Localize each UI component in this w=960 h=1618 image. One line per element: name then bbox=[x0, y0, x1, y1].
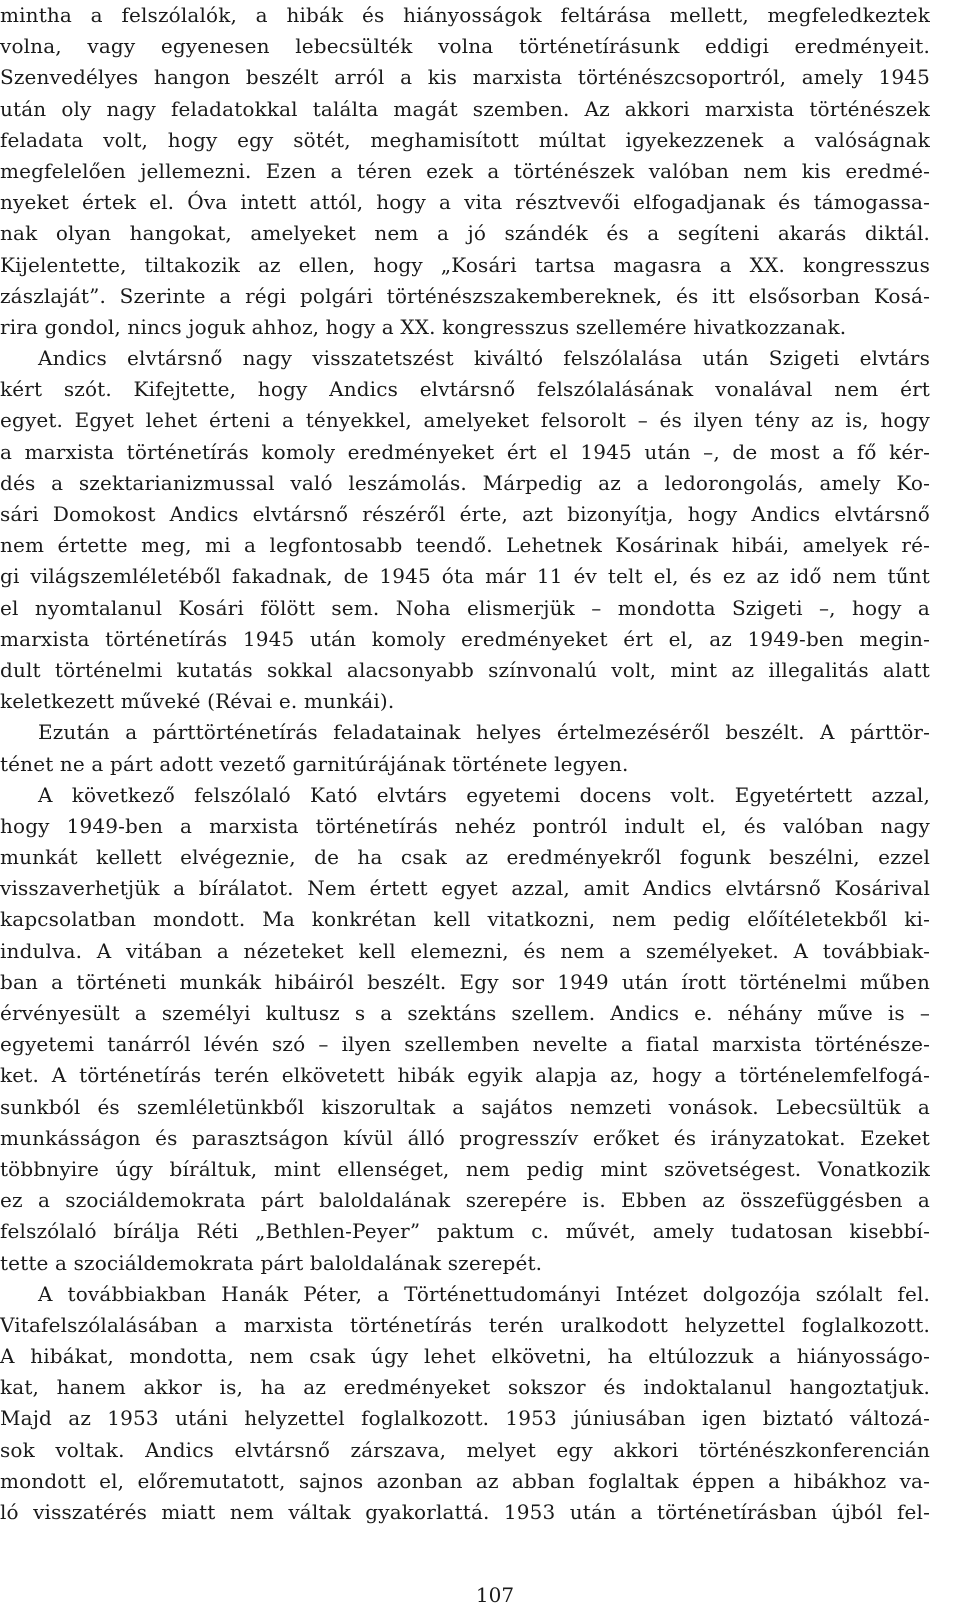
text-line: munkásságon és parasztságon kívül álló progresszív erőket és irányzatokat. Ezeket bbox=[0, 1125, 930, 1150]
text-line: tette a szociáldemokrata párt baloldalának szerepét. bbox=[0, 1250, 543, 1275]
text-line: rira gondol, nincs joguk ahhoz, hogy a XX. kongresszus szellemére hivatkozzanak. bbox=[0, 314, 847, 339]
text-line: nak olyan hangokat, amelyeket nem a jó szándék és a segíteni akarás diktál. bbox=[0, 221, 930, 246]
text-line: ló visszatérés miatt nem váltak gyakorlattá. 1953 után a történetírásban újból fel- bbox=[0, 1500, 930, 1524]
text-line: nem értette meg, mi a legfontosabb teendő. Lehetnek Kosárinak hibái, amelyek ré- bbox=[0, 533, 930, 558]
text-line: Szenvedélyes hangon beszélt arról a kis marxista történészcsoportról, amely 1945 bbox=[0, 65, 930, 90]
text-line: gi világszemléletéből fakadnak, de 1945 óta már 11 év telt el, és ez az idő nem tűnt bbox=[0, 564, 930, 589]
page-number: 107 bbox=[475, 1583, 515, 1607]
text-line: Vitafelszólalásában a marxista történetírás terén uralkodott helyzettel foglalkozott. bbox=[0, 1312, 930, 1337]
text-line: ez a szociáldemokrata párt baloldalának szerepére is. Ebben az összefüggésben a bbox=[0, 1188, 930, 1213]
text-line: A továbbiakban Hanák Péter, a Történettudományi Intézet dolgozója szólalt fel. bbox=[38, 1281, 930, 1306]
text-line: visszaverhetjük a bírálatot. Nem értett egyet azzal, amit Andics elvtársnő Kosárival bbox=[0, 876, 930, 901]
text-line: feladata volt, hogy egy sötét, meghamisított múltat igyekezzenek a valóságnak bbox=[0, 127, 930, 152]
text-line: A következő felszólaló Kató elvtárs egyetemi docens volt. Egyetértett azzal, bbox=[38, 782, 930, 807]
text-line: dult történelmi kutatás sokkal alacsonyabb színvonalú volt, mint az illegalitás alatt bbox=[0, 657, 930, 682]
text-line: érvényesült a személyi kultusz s a szektáns szellem. Andics e. néhány műve is – bbox=[0, 1001, 930, 1025]
text-line: Ezután a párttörténetírás feladatainak helyes értelmezéséről beszélt. A párttör- bbox=[38, 720, 930, 745]
text-line: ket. A történetírás terén elkövetett hibák egyik alapja az, hogy a történelemfelfogá- bbox=[0, 1063, 930, 1088]
text-line: hogy 1949-ben a marxista történetírás nehéz pontról indult el, és valóban nagy bbox=[0, 813, 930, 838]
text-line: dés a szektarianizmussal való leszámolás. Márpedig az a ledorongolás, amely Ko- bbox=[0, 470, 930, 495]
text-line: sok voltak. Andics elvtársnő zárszava, melyet egy akkori történészkonferencián bbox=[0, 1437, 930, 1462]
text-line: Majd az 1953 utáni helyzettel foglalkozott. 1953 júniusában igen biztató változá- bbox=[0, 1406, 930, 1431]
text-line: megfelelően jellemezni. Ezen a téren ezek a történészek valóban nem kis eredmé- bbox=[0, 158, 930, 183]
text-line: marxista történetírás 1945 után komoly eredményeket ért el, az 1949-ben megin- bbox=[0, 626, 930, 651]
text-line: a marxista történetírás komoly eredményeket ért el 1945 után –, de most a fő kér- bbox=[0, 439, 930, 464]
text-line: többnyire úgy bíráltuk, mint ellenséget, nem pedig mint szövetségest. Vonatkozik bbox=[0, 1156, 930, 1181]
text-line: ban a történeti munkák hibáiról beszélt. Egy sor 1949 után írott történelmi műben bbox=[0, 969, 930, 994]
text-line: volna, vagy egyenesen lebecsülték volna történetírásunk eddigi eredményeit. bbox=[0, 34, 930, 59]
text-line: kapcsolatban mondott. Ma konkrétan kell vitatkozni, nem pedig előítéletekből ki- bbox=[0, 907, 930, 932]
text-line: indulva. A vitában a nézeteket kell elemezni, és nem a személyeket. A továbbiak- bbox=[0, 938, 930, 963]
text-line: után oly nagy feladatokkal találta magát szemben. Az akkori marxista történészek bbox=[0, 96, 930, 121]
text-line: Kijelentette, tiltakozik az ellen, hogy „Kosári tartsa magasra a XX. kongresszus bbox=[0, 252, 930, 277]
text-line: ténet ne a párt adott vezető garnitúrájának története legyen. bbox=[0, 751, 629, 776]
text-line: kért szót. Kifejtette, hogy Andics elvtársnő felszólalásának vonalával nem ért bbox=[0, 377, 930, 402]
text-line: el nyomtalanul Kosári fölött sem. Noha elismerjük – mondotta Szigeti –, hogy a bbox=[0, 595, 930, 620]
text-line: egyetemi tanárról lévén szó – ilyen szellemben nevelte a fiatal marxista történésze- bbox=[0, 1032, 930, 1057]
text-line: nyeket értek el. Óva intett attól, hogy a vita résztvevői elfogadjanak és támogassa- bbox=[0, 190, 930, 215]
text-line: mintha a felszólalók, a hibák és hiányosságok feltárása mellett, megfeledkeztek bbox=[0, 3, 930, 27]
text-line: keletkezett műveké (Révai e. munkái). bbox=[0, 689, 395, 714]
text-line: kat, hanem akkor is, ha az eredményeket sokszor és indoktalanul hangoztatjuk. bbox=[0, 1375, 930, 1400]
text-line: A hibákat, mondotta, nem csak úgy lehet elkövetni, ha eltúlozzuk a hiányosságo- bbox=[0, 1344, 930, 1369]
text-line: mondott el, előremutatott, sajnos azonban az abban foglaltak éppen a hibákhoz va- bbox=[0, 1468, 930, 1493]
text-line: sári Domokost Andics elvtársnő részéről érte, azt bizonyítja, hogy Andics elvtársnő bbox=[0, 502, 930, 526]
text-line: egyet. Egyet lehet érteni a tényekkel, amelyeket felsorolt – és ilyen tény az is, hogy bbox=[0, 408, 930, 433]
text-line: Andics elvtársnő nagy visszatetszést kiváltó felszólalása után Szigeti elvtárs bbox=[38, 346, 930, 371]
text-line: sunkból és szemléletünkből kiszorultak a sajátos nemzeti vonások. Lebecsültük a bbox=[0, 1094, 930, 1119]
text-line: munkát kellett elvégeznie, de ha csak az eredményekről fogunk beszélni, ezzel bbox=[0, 845, 930, 870]
text-line: zászlaját”. Szerinte a régi polgári történészszakembereknek, és itt elsősorban Kosá- bbox=[0, 283, 930, 308]
text-line: felszólaló bírálja Réti „Bethlen-Peyer” paktum c. művét, amely tudatosan kisebbí- bbox=[0, 1219, 930, 1244]
